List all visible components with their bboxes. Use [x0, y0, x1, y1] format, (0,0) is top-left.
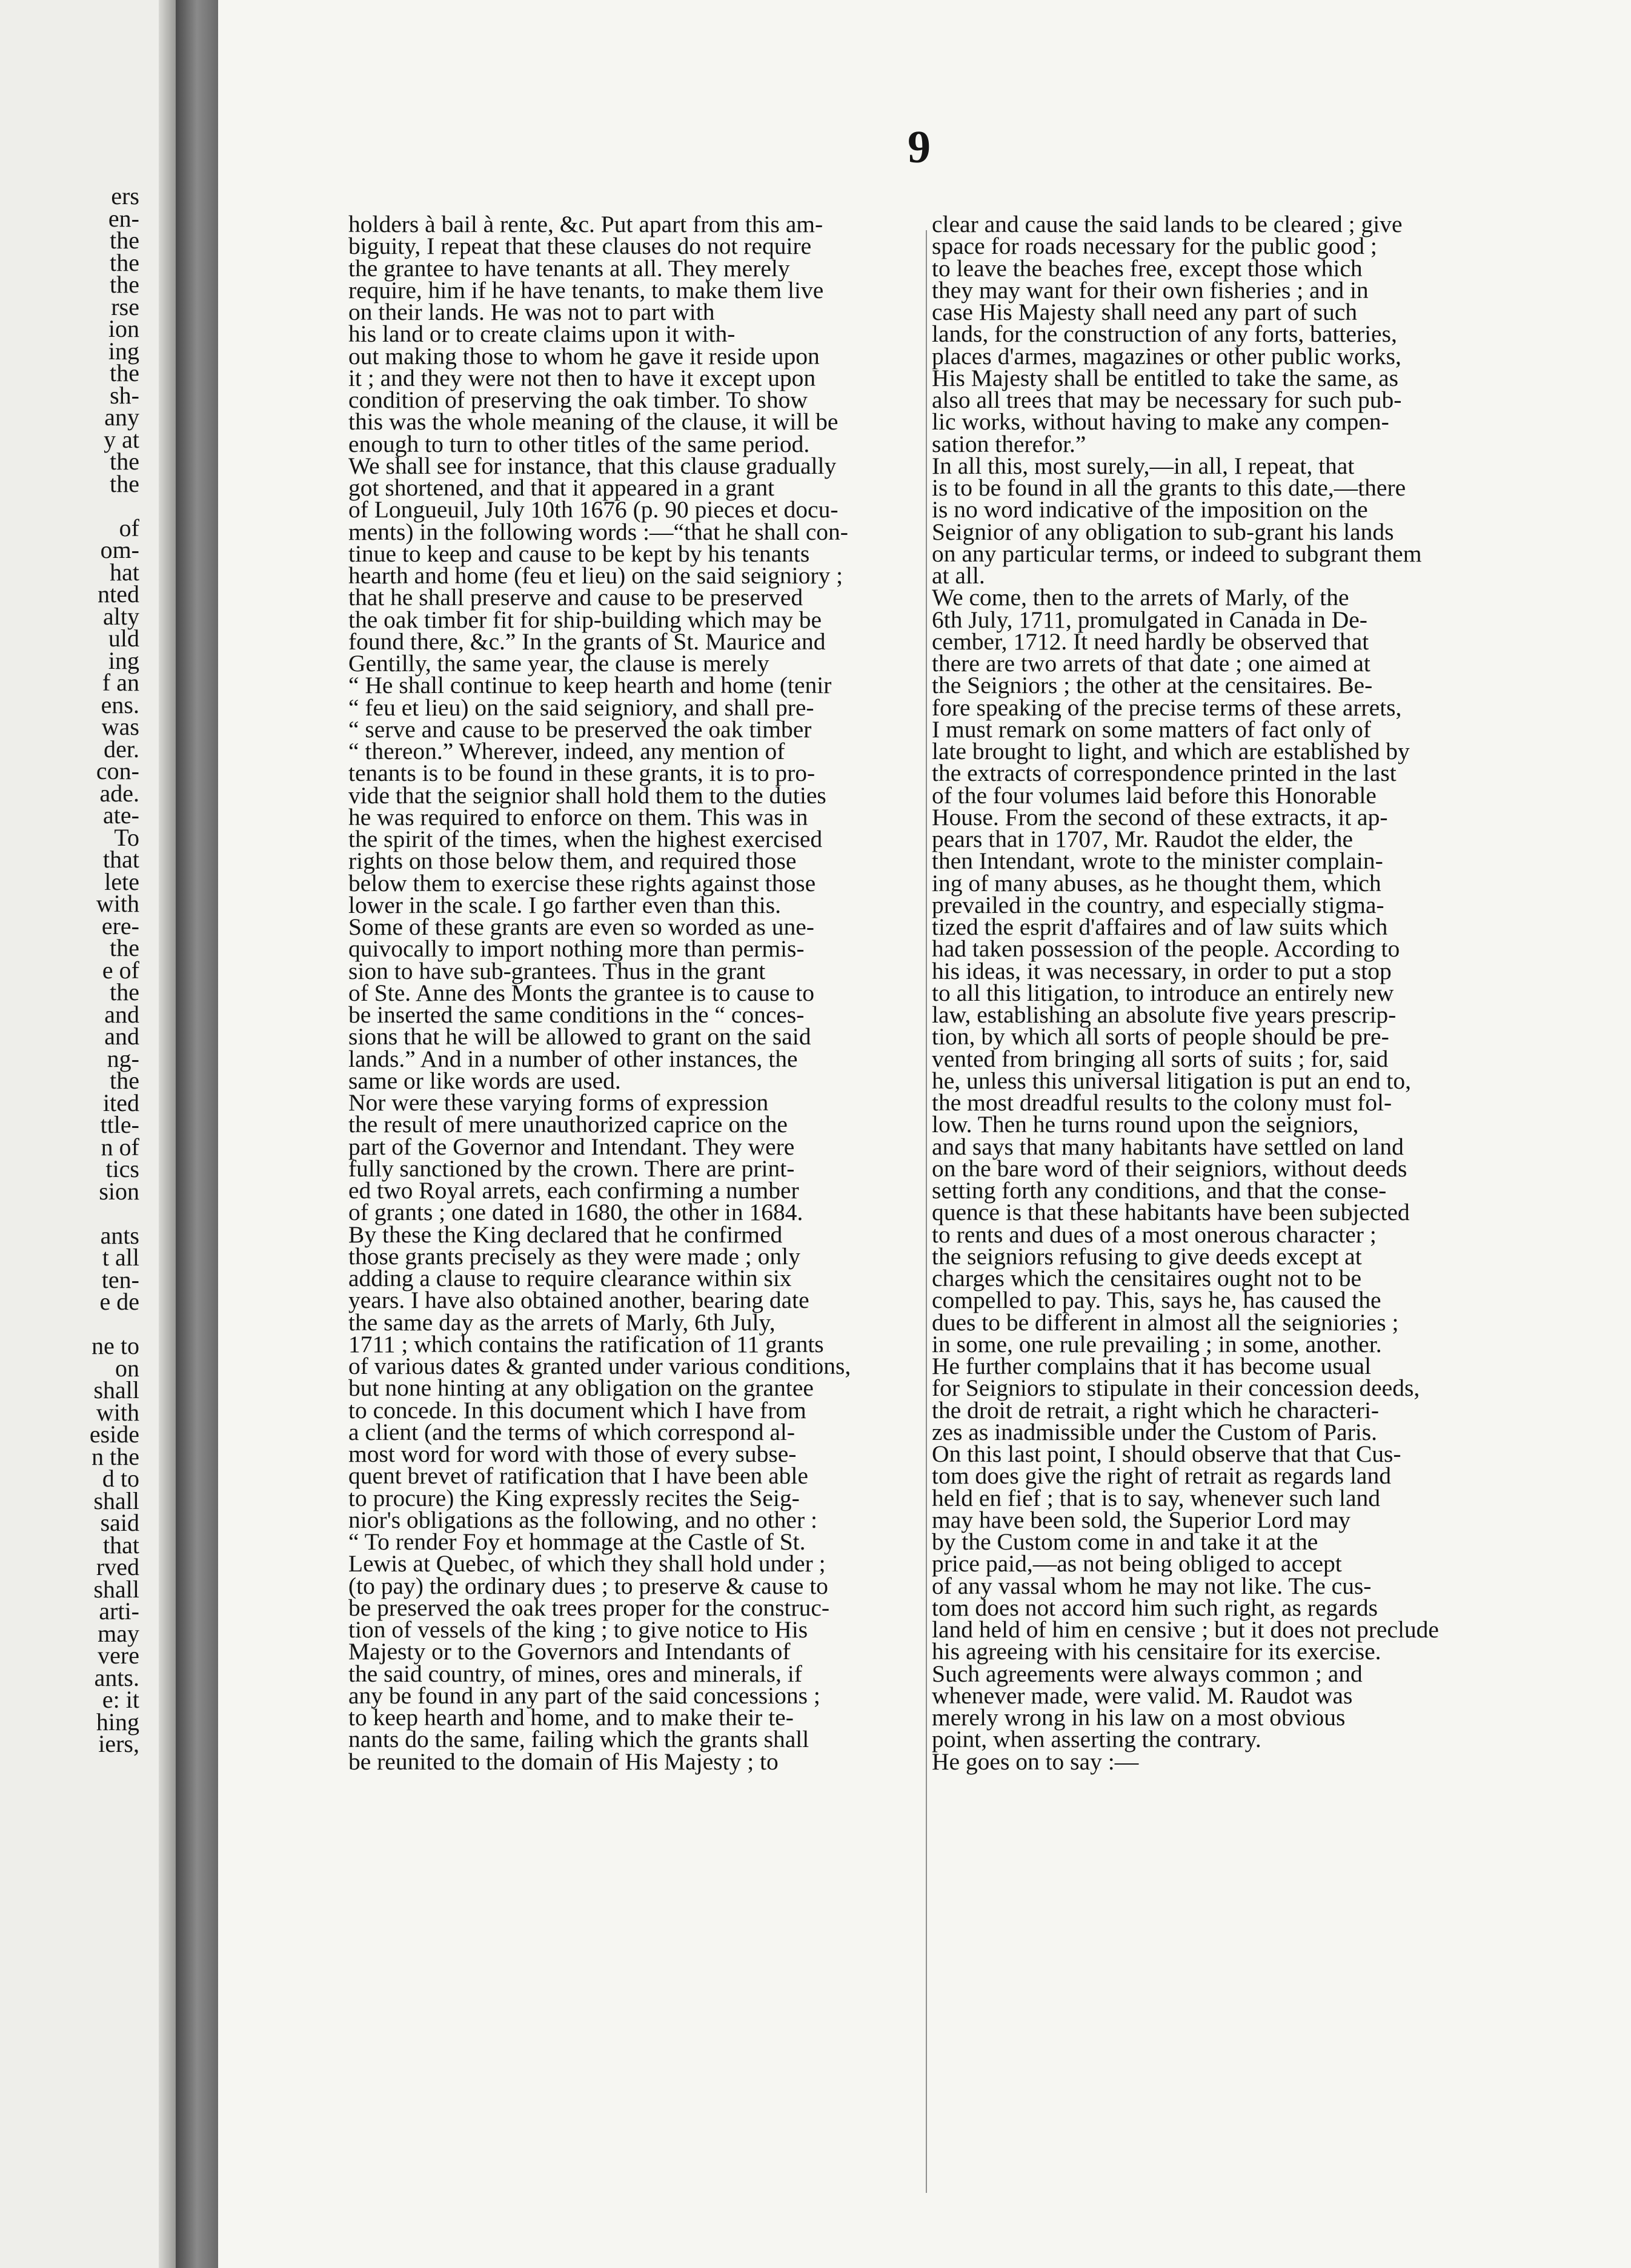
- margin-fragment: ere-: [101, 912, 139, 940]
- text-line: he, unless this universal litigation is put an end to,: [932, 1067, 1412, 1094]
- text-line: places d'armes, magazines or other public works,: [932, 342, 1401, 370]
- text-line: then Intendant, wrote to the minister complain-: [932, 847, 1383, 875]
- text-line: House. From the second of these extracts, it ap-: [932, 803, 1388, 831]
- margin-fragment: the: [110, 359, 139, 386]
- previous-page-edge: [0, 0, 176, 2268]
- text-line: there are two arrets of that date ; one aimed at: [932, 650, 1370, 677]
- margin-fragment: that: [103, 1531, 139, 1559]
- text-line: He further complains that it has become usual: [932, 1353, 1372, 1379]
- left-column: [348, 211, 917, 1775]
- text-line: a client (and the terms of which correspond al-: [348, 1418, 796, 1445]
- text-line: his agreeing with his censitaire for its exercise.: [932, 1638, 1381, 1665]
- text-line: but none hinting at any obligation on the grantee: [348, 1374, 814, 1402]
- text-line: land held of him en censive ; but it does not preclude: [932, 1616, 1439, 1643]
- margin-fragment: ants: [100, 1221, 139, 1249]
- text-line: late brought to light, and which are established by: [932, 738, 1410, 764]
- text-line: require, him if he have tenants, to make them live: [348, 276, 824, 303]
- text-line: of various dates & granted under various conditions,: [348, 1353, 851, 1379]
- text-line: the grantee to have tenants at all. They merely: [348, 254, 790, 282]
- text-line: compelled to pay. This, says he, has caused the: [932, 1287, 1381, 1314]
- text-line: years. I have also obtained another, bearing date: [348, 1287, 809, 1314]
- text-line: his land or to create claims upon it with-: [348, 320, 736, 348]
- text-line: to concede. In this document which I have from: [348, 1396, 806, 1424]
- text-line: any be found in any part of the said concessions ;: [348, 1682, 820, 1709]
- text-line: of any vassal whom he may not like. The cus-: [932, 1572, 1372, 1599]
- margin-fragment: sh-: [110, 381, 139, 409]
- margin-fragment: said: [100, 1509, 139, 1536]
- text-line: tom does not accord him such right, as regards: [932, 1594, 1378, 1621]
- text-line: held en fief ; that is to say, whenever such land: [932, 1484, 1381, 1511]
- margin-fragment: To: [114, 823, 139, 851]
- text-line: tenants is to be found in these grants, it is to pro-: [348, 760, 815, 787]
- margin-fragment: any: [104, 403, 139, 431]
- text-line: of Ste. Anne des Monts the grantee is to cause to: [348, 979, 814, 1006]
- margin-fragment: with: [96, 1398, 139, 1426]
- text-line: to all this litigation, to introduce an entirely new: [932, 979, 1394, 1006]
- text-line: to rents and dues of a most onerous character ;: [932, 1221, 1377, 1248]
- text-line: pears that in 1707, Mr. Raudot the elder, the: [932, 826, 1353, 852]
- text-line: charges which the censitaires ought not to be: [932, 1265, 1361, 1292]
- text-line: that he shall preserve and cause to be preserved: [348, 584, 803, 611]
- text-line: may have been sold, the Superior Lord may: [932, 1506, 1351, 1533]
- margin-fragment: that: [103, 846, 139, 873]
- text-line: nior's obligations as the following, and no other :: [348, 1506, 817, 1533]
- text-line: cember, 1712. It need hardly be observed that: [932, 628, 1369, 655]
- margin-fragment: shall: [93, 1487, 139, 1514]
- text-line: sion to have sub-grantees. Thus in the grant: [348, 957, 766, 984]
- text-line: law, establishing an absolute five years prescrip-: [932, 1001, 1397, 1028]
- text-line: Some of these grants are even so worded as une-: [348, 913, 814, 940]
- text-line: clear and cause the said lands to be cleared ; give: [932, 211, 1403, 237]
- text-line: Nor were these varying forms of expression: [348, 1089, 769, 1116]
- margin-fragment: and: [104, 1000, 139, 1028]
- margin-fragment: e de: [99, 1288, 139, 1315]
- margin-fragment: ten-: [101, 1265, 139, 1293]
- margin-fragment: hat: [110, 558, 139, 586]
- text-line: the most dreadful results to the colony must fol-: [932, 1089, 1392, 1116]
- text-line: and says that many habitants have settled on land: [932, 1133, 1404, 1160]
- text-line: they may want for their own fisheries ; and in: [932, 276, 1369, 303]
- text-line: space for roads necessary for the public good ;: [932, 233, 1377, 260]
- margin-fragment: ers: [111, 182, 139, 210]
- text-line: also all trees that may be necessary for such pub-: [932, 386, 1402, 413]
- page: [218, 0, 1631, 2268]
- text-line: holders à bail à rente, &c. Put apart from this am-: [348, 211, 823, 237]
- margin-fragment: ade.: [99, 779, 139, 807]
- text-line: by the Custom come in and take it at the: [932, 1528, 1318, 1555]
- margin-fragment: the: [110, 448, 139, 475]
- margin-fragment: t all: [102, 1244, 139, 1271]
- text-line: to procure) the King expressly recites the Seig-: [348, 1484, 800, 1511]
- margin-fragment: sion: [99, 1177, 139, 1205]
- margin-fragment: ng-: [107, 1044, 139, 1072]
- column-divider: [926, 230, 927, 2193]
- margin-fragment: ited: [103, 1089, 139, 1116]
- text-line: he was required to enforce on them. This was in: [348, 803, 808, 831]
- text-line: vented from bringing all sorts of suits ; for, said: [932, 1045, 1389, 1072]
- margin-fragment: the: [110, 227, 139, 254]
- text-line: enough to turn to other titles of the same period.: [348, 430, 810, 457]
- text-line: tion of vessels of the king ; to give notice to His: [348, 1616, 808, 1643]
- text-line: fore speaking of the precise terms of these arrets,: [932, 694, 1402, 721]
- text-line: He goes on to say :—: [932, 1748, 1139, 1775]
- text-line: case His Majesty shall need any part of such: [932, 299, 1358, 325]
- text-line: Lewis at Quebec, of which they shall hold under ;: [348, 1550, 826, 1577]
- text-line: found there, &c.” In the grants of St. Maurice and: [348, 628, 826, 655]
- text-line: tinue to keep and cause to be kept by his tenants: [348, 540, 810, 567]
- margin-fragment: f an: [102, 669, 139, 696]
- page-edge-shadow: [159, 0, 176, 2268]
- text-line: the Seigniors ; the other at the censitaires. Be-: [932, 672, 1373, 699]
- margin-fragment: d to: [102, 1465, 139, 1492]
- text-line: to leave the beaches free, except those which: [932, 254, 1363, 282]
- margin-fragment: ants.: [94, 1663, 139, 1691]
- text-line: those grants precisely as they were made ; only: [348, 1242, 800, 1270]
- text-line: tion, by which all sorts of people should be pre-: [932, 1023, 1389, 1050]
- text-line: be inserted the same conditions in the “ conces-: [348, 1001, 805, 1028]
- text-line: In all this, most surely,—in all, I repeat, that: [932, 452, 1355, 479]
- margin-fragment: the: [110, 271, 139, 298]
- text-line: quence is that these habitants have been subjected: [932, 1199, 1410, 1226]
- text-line: had taken possession of the people. According to: [932, 935, 1400, 963]
- margin-fragment: om-: [100, 536, 139, 563]
- text-line: “ feu et lieu) on the said seigniory, and shall pre-: [348, 694, 814, 721]
- text-line: the said country, of mines, ores and minerals, if: [348, 1660, 802, 1687]
- margin-fragment: ens.: [101, 691, 139, 718]
- text-line: this was the whole meaning of the clause, it will be: [348, 408, 839, 436]
- text-line: out making those to whom he gave it reside upon: [348, 342, 820, 370]
- page-number: 9: [908, 122, 931, 173]
- text-line: got shortened, and that it appeared in a grant: [348, 474, 775, 501]
- text-line: below them to exercise these rights against those: [348, 869, 816, 897]
- text-line: be reunited to the domain of His Majesty ; to: [348, 1748, 779, 1775]
- margin-fragment: rse: [111, 293, 139, 320]
- text-line: the droit de retrait, a right which he characteri-: [932, 1396, 1380, 1424]
- text-line: at all.: [932, 562, 985, 589]
- text-line: ing of many abuses, as he thought them, which: [932, 869, 1381, 897]
- text-line: (to pay) the ordinary dues ; to preserve & cause to: [348, 1572, 828, 1599]
- text-line: lands, for the construction of any forts, batteries,: [932, 320, 1397, 348]
- text-line: Seignior of any obligation to sub-grant his lands: [932, 518, 1394, 545]
- margin-fragment: en-: [108, 204, 139, 232]
- margin-fragment: e of: [102, 956, 139, 984]
- margin-fragment: ing: [108, 646, 139, 674]
- text-line: the same day as the arrets of Marly, 6th July,: [348, 1308, 776, 1336]
- margin-fragment: n of: [101, 1133, 139, 1161]
- text-line: “ serve and cause to be preserved the oak timber: [348, 715, 812, 743]
- text-line: the seigniors refusing to give deeds except at: [932, 1242, 1362, 1270]
- text-line: most word for word with those of every subse-: [348, 1441, 797, 1467]
- margin-fragment: arti-: [99, 1597, 139, 1625]
- margin-fragment: shall: [93, 1575, 139, 1603]
- text-line: We come, then to the arrets of Marly, of the: [932, 584, 1349, 611]
- text-line: setting forth any conditions, and that the conse-: [932, 1177, 1387, 1204]
- text-line: condition of preserving the oak timber. To show: [348, 386, 808, 413]
- text-line: the extracts of correspondence printed in the last: [932, 760, 1397, 787]
- margin-fragment: the: [110, 1067, 139, 1094]
- text-line: ments) in the following words :—“that he shall con-: [348, 518, 848, 545]
- margin-fragment: ttle-: [100, 1111, 139, 1138]
- margin-fragment: on: [115, 1354, 139, 1382]
- text-line: his ideas, it was necessary, in order to put a stop: [932, 957, 1392, 984]
- text-line: on the bare word of their seigniors, without deeds: [932, 1155, 1407, 1182]
- margin-fragment: ion: [108, 315, 139, 342]
- text-line: By these the King declared that he confirmed: [348, 1221, 783, 1248]
- margin-fragment: of: [119, 514, 139, 542]
- margin-fragment: ing: [108, 337, 139, 365]
- margin-fragment: e: it: [102, 1686, 139, 1713]
- text-line: sions that he will be allowed to grant on the said: [348, 1023, 811, 1050]
- text-line: it ; and they were not then to have it except upon: [348, 364, 816, 391]
- text-line: ed two Royal arrets, each confirming a number: [348, 1177, 799, 1204]
- margin-fragment: and: [104, 1023, 139, 1050]
- text-line: the oak timber fit for ship-building which may be: [348, 606, 822, 633]
- text-line: lower in the scale. I go farther even than this.: [348, 891, 782, 918]
- text-line: On this last point, I should observe that that Cus-: [932, 1441, 1401, 1467]
- margin-fragment: ne to: [91, 1332, 139, 1359]
- margin-fragment: nted: [98, 580, 139, 608]
- text-line: I must remark on some matters of fact only of: [932, 715, 1372, 743]
- text-line: quivocally to import nothing more than permis-: [348, 935, 805, 963]
- margin-fragment: the: [110, 469, 139, 497]
- book-gutter: [176, 0, 218, 2268]
- text-line: sation therefor.”: [932, 430, 1086, 457]
- margin-fragment: was: [101, 713, 139, 740]
- text-line: rights on those below them, and required those: [348, 847, 797, 875]
- margin-fragment: uld: [108, 625, 139, 652]
- margin-fragment: eside: [89, 1421, 139, 1448]
- text-line: is no word indicative of the imposition on the: [932, 496, 1368, 523]
- text-line: low. Then he turns round upon the seigniors,: [932, 1111, 1359, 1138]
- text-line: prevailed in the country, and especially stigma-: [932, 891, 1384, 918]
- text-line: to keep hearth and home, and to make their te-: [348, 1704, 794, 1731]
- text-line: “ To render Foy et hommage at the Castle of St.: [348, 1528, 806, 1555]
- text-line: on any particular terms, or indeed to subgrant them: [932, 540, 1422, 567]
- margin-fragment: y at: [104, 425, 139, 453]
- text-line: of Longueuil, July 10th 1676 (p. 90 pieces et docu-: [348, 496, 839, 523]
- text-line: point, when asserting the contrary.: [932, 1726, 1261, 1753]
- text-line: “ thereon.” Wherever, indeed, any mention of: [348, 738, 785, 764]
- margin-fragment: the: [110, 248, 139, 276]
- text-line: quent brevet of ratification that I have been able: [348, 1462, 808, 1490]
- text-line: His Majesty shall be entitled to take the same, as: [932, 364, 1399, 391]
- text-line: of grants ; one dated in 1680, the other in 1684.: [348, 1199, 803, 1226]
- text-line: “ He shall continue to keep hearth and home (tenir: [348, 672, 832, 699]
- text-line: merely wrong in his law on a most obvious: [932, 1704, 1346, 1731]
- text-line: We shall see for instance, that this clause gradually: [348, 452, 837, 479]
- margin-fragment: n the: [91, 1442, 139, 1470]
- margin-fragment: the: [110, 934, 139, 961]
- text-line: Such agreements were always common ; and: [932, 1660, 1363, 1687]
- margin-fragment: iers,: [98, 1730, 139, 1757]
- text-line: of the four volumes laid before this Honorable: [932, 781, 1377, 809]
- text-line: hearth and home (feu et lieu) on the said seigniory ;: [348, 562, 843, 589]
- text-line: vide that the seignior shall hold them to the duties: [348, 781, 826, 809]
- margin-fragment: vere: [98, 1642, 139, 1669]
- text-line: be preserved the oak trees proper for the construc-: [348, 1594, 830, 1621]
- text-line: same or like words are used.: [348, 1067, 621, 1094]
- text-line: fully sanctioned by the crown. There are print-: [348, 1155, 795, 1182]
- text-line: price paid,—as not being obliged to accept: [932, 1550, 1342, 1577]
- text-line: for Seigniors to stipulate in their concession deeds,: [932, 1374, 1420, 1402]
- margin-fragment: may: [98, 1619, 139, 1647]
- margin-fragment: con-: [96, 757, 139, 784]
- text-line: Gentilly, the same year, the clause is merely: [348, 650, 769, 677]
- margin-fragment: ate-: [103, 801, 139, 829]
- margin-fragment: rved: [96, 1553, 139, 1580]
- text-line: nants do the same, failing which the grants shall: [348, 1726, 809, 1753]
- text-line: dues to be different in almost all the seigniories ;: [932, 1308, 1399, 1336]
- right-column: [932, 211, 1498, 1775]
- margin-fragment: tics: [105, 1155, 139, 1182]
- margin-fragment: the: [110, 978, 139, 1006]
- text-line: the spirit of the times, when the highest exercised: [348, 826, 823, 852]
- text-line: adding a clause to require clearance within six: [348, 1265, 792, 1292]
- margin-fragment: alty: [103, 602, 139, 630]
- text-line: on their lands. He was not to part with: [348, 299, 715, 325]
- text-line: lic works, without having to make any compen-: [932, 408, 1389, 436]
- text-line: 1711 ; which contains the ratification of 11 grants: [348, 1330, 824, 1358]
- text-line: zes as inadmissible under the Custom of Paris.: [932, 1418, 1378, 1445]
- margin-fragment: lete: [104, 867, 139, 895]
- text-line: Majesty or to the Governors and Intendants of: [348, 1638, 791, 1665]
- margin-fragment: hing: [96, 1708, 139, 1736]
- margin-fragment: der.: [104, 735, 139, 763]
- margin-fragment: with: [96, 890, 139, 917]
- text-line: tom does give the right of retrait as regards land: [932, 1462, 1391, 1490]
- text-line: in some, one rule prevailing ; in some, another.: [932, 1330, 1382, 1358]
- margin-fragment: shall: [93, 1376, 139, 1404]
- text-line: is to be found in all the grants to this date,—there: [932, 474, 1406, 501]
- text-line: part of the Governor and Intendant. They were: [348, 1133, 795, 1160]
- text-line: 6th July, 1711, promulgated in Canada in De-: [932, 606, 1367, 633]
- text-line: the result of mere unauthorized caprice on the: [348, 1111, 788, 1138]
- text-line: biguity, I repeat that these clauses do not require: [348, 233, 812, 260]
- text-line: tized the esprit d'affaires and of law suits which: [932, 913, 1388, 940]
- text-line: whenever made, were valid. M. Raudot was: [932, 1682, 1353, 1709]
- text-line: lands.” And in a number of other instances, the: [348, 1045, 798, 1072]
